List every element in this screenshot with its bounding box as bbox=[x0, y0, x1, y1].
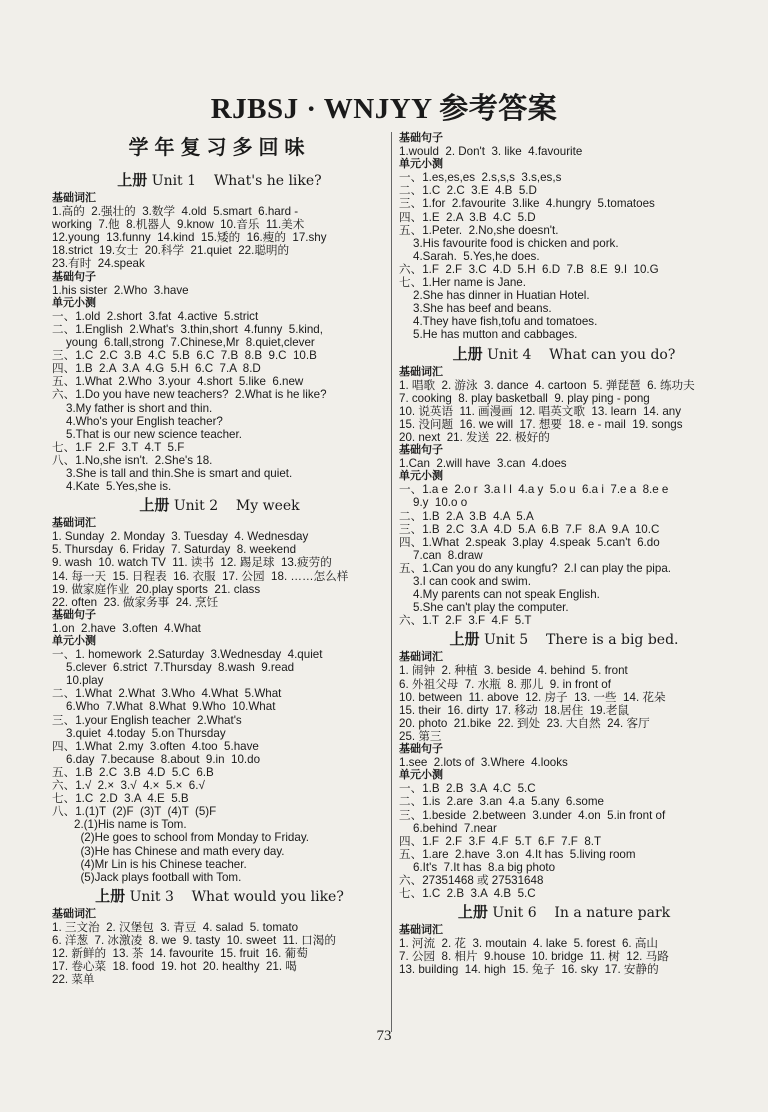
right-column bbox=[399, 132, 729, 977]
answer-line: 1.see 2.lots of 3.Where 4.looks bbox=[399, 756, 568, 770]
answer-line: 一、1.old 2.short 3.fat 4.active 5.strict bbox=[52, 309, 259, 323]
section-label: 基础句子 bbox=[399, 132, 443, 144]
answer-line: 6.behind 7.near bbox=[413, 821, 497, 835]
answer-line: working 7.他 8.机器人 9.know 10.音乐 11.美术 bbox=[52, 218, 305, 232]
answer-line: 12.young 13.funny 14.kind 15.矮的 16.瘦的 17.shy bbox=[52, 231, 327, 245]
answer-line: 3.She is tall and thin.She is smart and quiet. bbox=[66, 466, 293, 480]
section-label: 基础句子 bbox=[52, 270, 96, 283]
answer-line: 3.She has beef and beans. bbox=[413, 302, 552, 316]
unit-grade: 上册 bbox=[95, 886, 126, 905]
answer-line: 六、1.F 2.F 3.C 4.D 5.H 6.D 7.B 8.E 9.I 10.G bbox=[399, 262, 659, 276]
answer-line: 1. 唱歌 2. 游泳 3. dance 4. cartoon 5. 弹琵琶 6. 练功夫 bbox=[399, 378, 695, 392]
answer-line: 5.She can't play the computer. bbox=[413, 601, 569, 615]
answer-line: 10.play bbox=[66, 674, 104, 688]
answer-line: 6. 洋葱 7. 冰激凌 8. we 9. tasty 10. sweet 11. 口渴的 bbox=[52, 933, 336, 947]
answer-line: 八、1.(1)T (2)F (3)T (4)T (5)F bbox=[52, 805, 217, 819]
answer-line: 七、1.Her name is Jane. bbox=[399, 276, 526, 290]
answer-line: 9. wash 10. watch TV 11. 读书 12. 踢足球 13.疲劳的 bbox=[52, 556, 332, 570]
answer-line: 23.有时 24.speak bbox=[52, 257, 145, 271]
unit-title: Unit 2 My week bbox=[173, 498, 300, 515]
answer-line: 1. 三文治 2. 汉堡包 3. 青豆 4. salad 5. tomato bbox=[52, 920, 299, 934]
section-label: 基础句子 bbox=[52, 608, 96, 621]
unit-grade: 上册 bbox=[117, 171, 148, 189]
answer-line: (3)He has Chinese and math every day. bbox=[74, 844, 285, 858]
answer-line: 五、1.B 2.C 3.B 4.D 5.C 6.B bbox=[52, 765, 214, 779]
unit-title: Unit 3 What would you like? bbox=[129, 888, 344, 905]
answer-line: 七、1.C 2.D 3.A 4.E 5.B bbox=[52, 792, 189, 806]
answer-line: 5.He has mutton and cabbages. bbox=[413, 328, 578, 342]
answer-line: 25. 第三 bbox=[399, 729, 442, 743]
answer-line: (2)He goes to school from Monday to Friday. bbox=[74, 831, 309, 845]
answer-line: 四、1.F 2.F 3.F 4.F 5.T 6.F 7.F 8.T bbox=[399, 834, 602, 848]
answer-line: 2.(1)His name is Tom. bbox=[74, 818, 187, 832]
answer-line: 7. 公园 8. 相片 9.house 10. bridge 11. 树 12. 马路 bbox=[399, 950, 669, 964]
answer-line: 二、1.What 2.What 3.Who 4.What 5.What bbox=[52, 687, 282, 701]
column-divider bbox=[391, 132, 392, 1032]
answer-line: 3.I can cook and swim. bbox=[413, 575, 531, 588]
answer-line: 20. photo 21.bike 22. 到处 23. 大自然 24. 客厅 bbox=[399, 716, 650, 730]
answer-line: 一、1.a e 2.o r 3.a l l 4.a y 5.o u 6.a i 7.e a 8.e e bbox=[399, 483, 669, 497]
answer-line: 1. Sunday 2. Monday 3. Tuesday 4. Wednesday bbox=[52, 530, 309, 544]
section-label: 单元小测 bbox=[52, 635, 96, 647]
answer-line: 六、1.T 2.F 3.F 4.F 5.T bbox=[399, 614, 532, 628]
unit-heading bbox=[52, 885, 387, 907]
answer-line: 4.Kate 5.Yes,she is. bbox=[66, 480, 172, 494]
unit-heading bbox=[52, 494, 387, 516]
answer-line: 1. 河流 2. 花 3. moutain 4. lake 5. forest 6. 高山 bbox=[399, 937, 659, 951]
answer-line: 10. between 11. above 12. 房子 13. 一些 14. 花朵 bbox=[399, 690, 666, 704]
answer-line: 18.strict 19.女士 20.科学 21.quiet 22.聪明的 bbox=[52, 244, 290, 258]
section-label: 基础词汇 bbox=[399, 651, 443, 664]
answer-line: 12. 新鲜的 13. 茶 14. favourite 15. fruit 16. 葡萄 bbox=[52, 947, 308, 961]
answer-line: 三、1.for 2.favourite 3.like 4.hungry 5.tomatoes bbox=[399, 197, 655, 211]
section-label: 单元小测 bbox=[399, 158, 443, 171]
answer-line: 1.his sister 2.Who 3.have bbox=[52, 283, 189, 297]
answer-line: 二、1.B 2.A 3.B 4.A 5.A bbox=[399, 509, 534, 523]
section-label: 单元小测 bbox=[399, 769, 443, 782]
answer-line: 六、27351468 或 27531648 bbox=[399, 873, 544, 887]
section-label: 基础词汇 bbox=[52, 907, 96, 920]
unit-title: Unit 1 What's he like? bbox=[151, 173, 322, 189]
answer-line: 6. 外祖父母 7. 水瓶 8. 那儿 9. in front of bbox=[399, 677, 611, 691]
answer-line: 22. 菜单 bbox=[52, 973, 95, 987]
answer-line: 四、1.What 2.my 3.often 4.too 5.have bbox=[52, 739, 259, 753]
answer-line: 14. 每一天 15. 日程表 16. 衣服 17. 公园 18. ……怎么样 bbox=[52, 569, 349, 583]
answer-line: 1.Can 2.will have 3.can 4.does bbox=[399, 457, 567, 471]
unit-grade: 上册 bbox=[457, 903, 488, 922]
unit-title: Unit 5 There is a big bed. bbox=[483, 632, 679, 649]
answer-line: 17. 卷心菜 18. food 19. hot 20. healthy 21. 喝 bbox=[52, 960, 297, 974]
answer-line: 四、1.E 2.A 3.B 4.C 5.D bbox=[399, 210, 536, 224]
answer-line: 9.y 10.o o bbox=[413, 496, 468, 510]
answer-line: 1. 闹钟 2. 种植 3. beside 4. behind 5. front bbox=[399, 664, 628, 678]
answer-line: 五、1.are 2.have 3.on 4.It has 5.living room bbox=[399, 847, 636, 861]
answer-line: 三、1.C 2.C 3.B 4.C 5.B 6.C 7.B 8.B 9.C 10.B bbox=[52, 349, 317, 363]
answer-line: young 6.tall,strong 7.Chinese,Mr 8.quiet,clever bbox=[66, 336, 315, 350]
answer-line: (5)Jack plays football with Tom. bbox=[74, 870, 242, 884]
answer-line: 1.on 2.have 3.often 4.What bbox=[52, 621, 201, 635]
answer-line: 20. next 21. 发送 22. 极好的 bbox=[399, 430, 550, 444]
answer-line: 五、1.Can you do any kungfu? 2.I can play the pipa. bbox=[399, 561, 671, 575]
answer-line: 五、1.Peter. 2.No,she doesn't. bbox=[399, 223, 559, 237]
answer-line: 一、1. homework 2.Saturday 3.Wednesday 4.quiet bbox=[52, 648, 323, 662]
left-column bbox=[52, 132, 387, 986]
answer-line: 22. often 23. 做家务事 24. 烹饪 bbox=[52, 595, 219, 609]
section-label: 基础词汇 bbox=[52, 517, 96, 530]
answer-line: 7.can 8.draw bbox=[413, 548, 483, 562]
answer-line: 4.They have fish,tofu and tomatoes. bbox=[413, 315, 598, 329]
section-label: 基础词汇 bbox=[399, 924, 443, 937]
answer-line: 七、1.F 2.F 3.T 4.T 5.F bbox=[52, 440, 185, 454]
answer-line: 二、1.English 2.What's 3.thin,short 4.funny 5.kind, bbox=[52, 322, 323, 336]
unit-grade: 上册 bbox=[139, 496, 170, 515]
unit-heading bbox=[399, 901, 729, 923]
unit-heading bbox=[399, 343, 729, 365]
answer-line: 19. 做家庭作业 20.play sports 21. class bbox=[52, 582, 261, 596]
answer-line: 4.My parents can not speak English. bbox=[413, 588, 600, 602]
answer-line: 二、1.is 2.are 3.an 4.a 5.any 6.some bbox=[399, 795, 604, 809]
answer-line: 3.His favourite food is chicken and pork. bbox=[413, 236, 619, 250]
answer-line: 七、1.C 2.B 3.A 4.B 5.C bbox=[399, 887, 536, 901]
unit-heading bbox=[399, 628, 729, 650]
answer-line: 5.That is our new science teacher. bbox=[66, 427, 242, 441]
answer-line: 5.clever 6.strict 7.Thursday 8.wash 9.read bbox=[66, 661, 295, 675]
answer-line: 1.高的 2.强壮的 3.数学 4.old 5.smart 6.hard - bbox=[52, 205, 299, 219]
answer-line: 八、1.No,she isn't. 2.She's 18. bbox=[52, 453, 213, 467]
answer-line: 1.would 2. Don't 3. like 4.favourite bbox=[399, 145, 583, 159]
section-label: 基础词汇 bbox=[399, 365, 443, 378]
column-title: 学年复习多回味 bbox=[128, 135, 311, 159]
answer-line: 6.Who 7.What 8.What 9.Who 10.What bbox=[66, 700, 276, 714]
answer-line: 六、1.√ 2.× 3.√ 4.× 5.× 6.√ bbox=[52, 779, 205, 793]
answer-line: 3.My father is short and thin. bbox=[66, 401, 213, 415]
answer-line: 三、1.B 2.C 3.A 4.D 5.A 6.B 7.F 8.A 9.A 10.C bbox=[399, 522, 660, 536]
answer-line: 4.Who's your English teacher? bbox=[66, 414, 223, 428]
section-label: 基础词汇 bbox=[52, 192, 96, 204]
answer-line: 一、1.B 2.B 3.A 4.C 5.C bbox=[399, 782, 536, 796]
answer-line: 一、1.es,es,es 2.s,s,s 3.s,es,s bbox=[399, 171, 562, 185]
answer-line: 4.Sarah. 5.Yes,he does. bbox=[413, 249, 540, 263]
answer-line: 15. their 16. dirty 17. 移动 18.居住 19.老鼠 bbox=[399, 703, 630, 717]
section-label: 基础句子 bbox=[399, 743, 443, 756]
section-label: 单元小测 bbox=[399, 470, 443, 483]
answer-line: 3.quiet 4.today 5.on Thursday bbox=[66, 726, 226, 740]
answer-line: 六、1.Do you have new teachers? 2.What is he like? bbox=[52, 388, 327, 402]
answer-line: (4)Mr Lin is his Chinese teacher. bbox=[74, 857, 247, 871]
answer-line: 10. 说英语 11. 画漫画 12. 唱英文歌 13. learn 14. any bbox=[399, 404, 682, 418]
answer-line: 五、1.What 2.Who 3.your 4.short 5.like 6.new bbox=[52, 375, 304, 389]
answer-line: 6.It's 7.It has 8.a big photo bbox=[413, 860, 556, 874]
unit-heading bbox=[52, 169, 387, 191]
answer-line: 13. building 14. high 15. 兔子 16. sky 17. 安静的 bbox=[399, 963, 659, 977]
section-label: 单元小测 bbox=[52, 296, 96, 309]
unit-title: Unit 4 What can you do? bbox=[487, 346, 676, 363]
answer-line: 二、1.C 2.C 3.E 4.B 5.D bbox=[399, 184, 537, 198]
unit-grade: 上册 bbox=[452, 344, 483, 363]
answer-line: 四、1.B 2.A 3.A 4.G 5.H 6.C 7.A 8.D bbox=[52, 362, 261, 376]
answer-line: 四、1.What 2.speak 3.play 4.speak 5.can't 6.do bbox=[399, 535, 660, 549]
answer-line: 6.day 7.because 8.about 9.in 10.do bbox=[66, 752, 261, 766]
unit-title: Unit 6 In a nature park bbox=[492, 905, 671, 922]
answer-line: 三、1.your English teacher 2.What's bbox=[52, 713, 242, 727]
answer-line: 三、1.beside 2.between 3.under 4.on 5.in front of bbox=[399, 808, 666, 822]
answer-line: 15. 没问题 16. we will 17. 想要 18. e - mail 19. songs bbox=[399, 417, 683, 431]
answer-line: 5. Thursday 6. Friday 7. Saturday 8. weekend bbox=[52, 543, 297, 557]
answer-line: 2.She has dinner in Huatian Hotel. bbox=[413, 289, 590, 303]
page-title: RJBSJ · WNJYY 参考答案 bbox=[210, 93, 558, 125]
section-label: 基础句子 bbox=[399, 444, 443, 457]
unit-grade: 上册 bbox=[449, 630, 480, 649]
page-number: 73 bbox=[376, 1028, 392, 1044]
answer-line: 7. cooking 8. play basketball 9. play ping - pong bbox=[399, 391, 650, 405]
